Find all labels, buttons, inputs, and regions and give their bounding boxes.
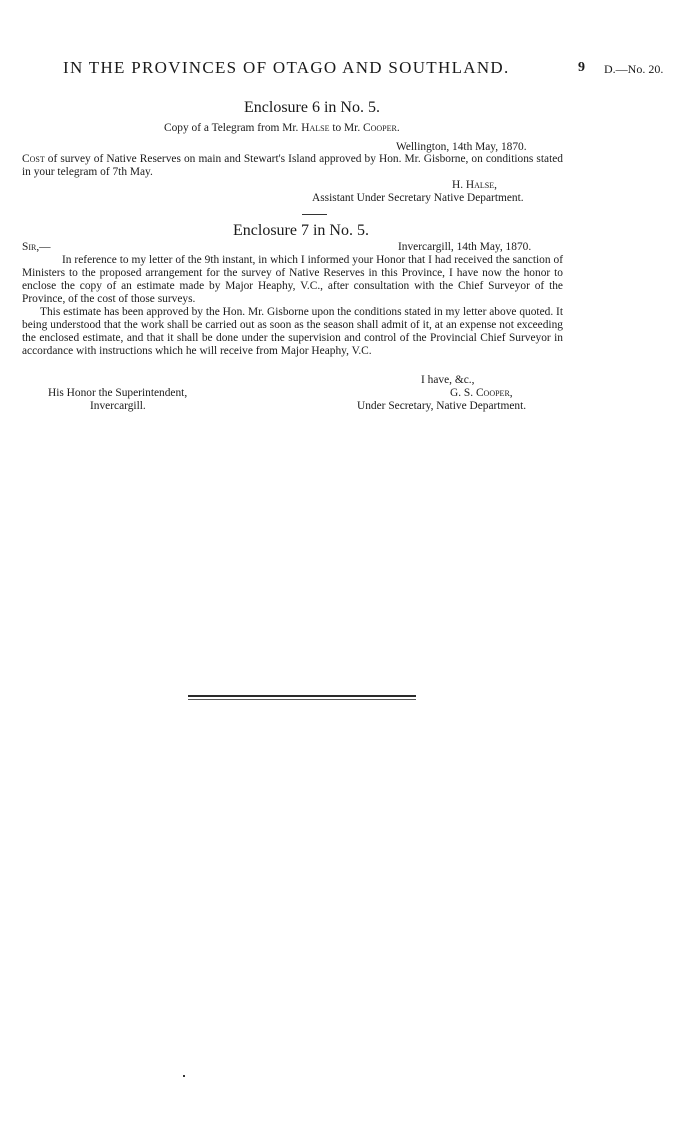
paragraph-text: This estimate has been approved by the Hon. Mr. Gisborne upon the conditions stated in my letter above quoted. It being understood that the work shall be carried out as soon as the season shall admit of it, at an expense not exceeding the enclosed estimate, and that it shall be done under the supervision and control of the Provincial Chief Surveyor in accordance with instructions which he will receive from Major Heaphy, V.C. xyxy=(22,306,563,357)
subheading-text: . xyxy=(396,122,400,134)
running-head: IN THE PROVINCES OF OTAGO AND SOUTHLAND. xyxy=(63,58,510,77)
subheading-text: Copy of a Telegram from Mr. xyxy=(164,122,302,134)
salutation: Sir,— xyxy=(22,241,51,253)
enclosure-6-subheading xyxy=(164,122,400,135)
page-number: 9 xyxy=(578,60,585,75)
closing: I have, &c., xyxy=(421,374,475,386)
body-lead-word: Cost xyxy=(22,153,45,165)
enclosure-7-paragraph-2 xyxy=(22,306,563,358)
enclosure-6-signature: H. Halse, xyxy=(452,179,497,191)
end-rule xyxy=(188,695,416,697)
addressee: His Honor the Superintendent, xyxy=(48,387,188,399)
section-divider xyxy=(302,214,327,215)
document-reference: D.—No. 20. xyxy=(604,62,664,76)
enclosure-6-signature-title: Assistant Under Secretary Native Department. xyxy=(312,192,524,204)
enclosure-7-place-date: Invercargill, 14th May, 1870. xyxy=(398,241,532,253)
enclosure-6-place-date: Wellington, 14th May, 1870. xyxy=(396,141,527,153)
addressee-place: Invercargill. xyxy=(90,400,146,412)
subheading-text: to Mr. xyxy=(329,122,364,134)
enclosure-7-heading: Enclosure 7 in No. 5. xyxy=(233,222,369,239)
enclosure-7-paragraph-1 xyxy=(22,254,563,306)
paragraph-text: In reference to my letter of the 9th instant, in which I informed your Honor that I had received the sanction of Ministers to the proposed arrangement for the survey of Native Reserves in this Province, I have now the honor to enclose the copy of an estimate made by Major Heaphy, V.C., after consultation with the Chief Surveyor of the Province, of the cost of those surveys. xyxy=(22,254,563,305)
enclosure-7-signature-title: Under Secretary, Native Department. xyxy=(357,400,527,412)
end-rule xyxy=(188,699,416,700)
print-speck xyxy=(183,1075,185,1077)
enclosure-7-signature: G. S. Cooper, xyxy=(450,387,513,399)
enclosure-6-body xyxy=(22,153,563,179)
body-text: of survey of Native Reserves on main and Stewart's Island approved by Hon. Mr. Gisborne, on conditions stated in your telegram of 7th May. xyxy=(22,153,563,178)
enclosure-6-heading: Enclosure 6 in No. 5. xyxy=(244,99,380,116)
recipient-name: Cooper xyxy=(363,122,397,134)
sender-name: Halse xyxy=(301,122,330,134)
